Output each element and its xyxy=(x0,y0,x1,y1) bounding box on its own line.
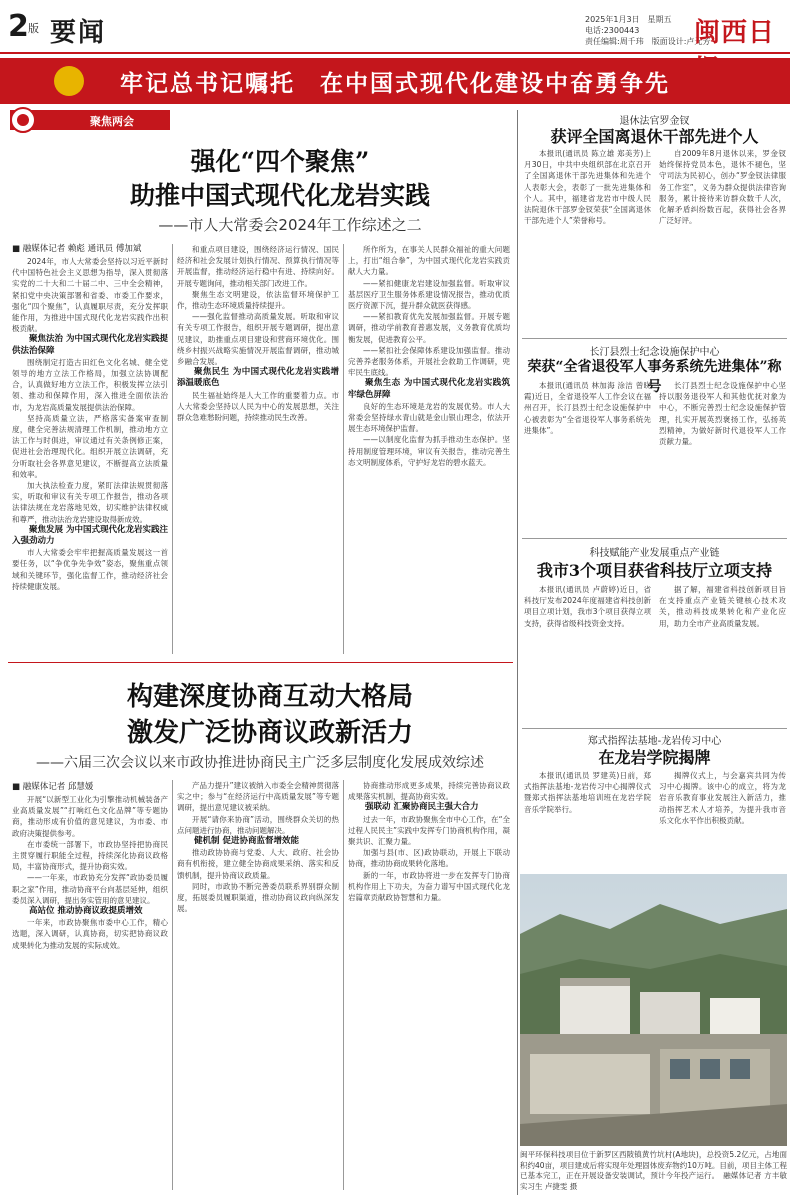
paragraph: 产品力提升”建议被纳入市委全会精神贯彻落实之中；参与“在经济运行中高质量发展”等专题调研，提出意见建议被采纳。 xyxy=(177,781,339,813)
section-heading: 高站位 推动协商议政提质增效 xyxy=(29,906,143,917)
article1-column-1 xyxy=(12,256,168,656)
page-number: 2 xyxy=(8,9,29,44)
article1-title-line1: 强化“四个聚焦” xyxy=(190,147,370,176)
paragraph: 开展“以新型工业化为引擎推动机械装备产业高质量发展”“打响红色文化品牌”等专题协商，推动形成有价值的意见建议，为市委、市政府决策提供参考。 xyxy=(12,795,168,838)
column-tag-label: 聚焦两会 xyxy=(90,115,134,128)
right4-body xyxy=(524,770,786,870)
paragraph: 揭牌仪式上，与会嘉宾共同为传习中心揭牌。该中心的成立，将为龙岩音乐教育事业发展注入新活力，推动指挥艺术人才培养，为提升我市音乐文化水平作出积极贡献。 xyxy=(659,771,786,825)
issue-date: 2025年1月3日 星期五 xyxy=(585,15,672,24)
paragraph: 推动政协协商与党委、人大、政府、社会协商有机衔接，建立健全协商成果采纳、落实和反馈机制，提升协商议政质量。 xyxy=(177,848,339,880)
article1-subtitle: ——市人大常委会2024年工作综述之二 xyxy=(158,216,422,234)
article1-byline: ■ 融媒体记者 赖彪 通讯员 傅加斌 xyxy=(12,244,142,254)
paragraph: ——以制度化监督为抓手推动生态保护。坚持用制度管理环境，审议有关报告，推动完善生态文明制度体系，守护好龙岩的碧水蓝天。 xyxy=(348,435,510,467)
right4-label: 郑式指挥法基地-龙岩传习中心 xyxy=(587,736,722,747)
article2-byline: ■ 融媒体记者 邱慧媛 xyxy=(12,782,94,792)
section-title: 要闻 xyxy=(50,18,107,48)
section-heading: 强联动 汇聚协商民主强大合力 xyxy=(365,802,479,813)
paragraph: 2024年，市人大常委会坚持以习近平新时代中国特色社会主义思想为指导，深入贯彻落实党的二十大和二十届二中、三中全会精神，紧扣党中央决策部署和省委、市委工作要求，强化“四个聚焦”，认真履职尽责，充分发挥职能作用，为推进中国式现代化龙岩实践作出积极贡献。 xyxy=(12,257,168,334)
paragraph: ——紧扣社会保障体系建设加强监督。推动完善养老服务体系，开展社会救助工作调研，兜牢民生底线。 xyxy=(348,345,510,378)
paragraph: 一年来，市政协聚焦市委中心工作，精心选题，深入调研，认真协商，切实把协商议政成果转化为推动发展的实际成效。 xyxy=(12,918,168,950)
paragraph: 同时，市政协不断完善委员联系界别群众制度，拓展委员履职渠道，推动协商议政向纵深发展。 xyxy=(177,881,339,914)
right3-label: 科技赋能产业发展重点产业链 xyxy=(589,548,720,559)
right1-body xyxy=(524,148,786,326)
emblem-icon xyxy=(54,66,84,96)
paragraph: 本报讯(通讯员 罗建英)日前，郑式指挥法基地-龙岩传习中心揭牌仪式暨郑式指挥法基地培训班在龙岩学院音乐学院举行。 xyxy=(524,771,651,814)
banner-text: 牢记总书记嘱托 在中国式现代化建设中奋勇争先 xyxy=(120,70,670,97)
paragraph: ——强化监督推动高质量发展。听取和审议有关专项工作报告，组织开展专题调研，提出意见建议，助推重点项目建设和营商环境优化。围绕乡村振兴战略实施情况开展监督调研，推动城乡融合发展。 xyxy=(177,312,339,367)
article1-column-3 xyxy=(348,244,510,656)
paragraph: 开展“请你来协商”活动，围绕群众关切的热点问题进行协商，推动问题解决。 xyxy=(177,814,339,835)
paragraph: 本报讯(通讯员 陈立雄 郑美芳)上月30日，中共中央组织部在北京召开了全国离退休干部先进集体和先进个人表彰大会，表彰了一批先进集体和个人。其中，福建省龙岩市中级人民法院退休干部罗金钗荣获“全国离退休干部先进个人”荣誉称号。 xyxy=(524,149,651,226)
paragraph: 本报讯(通讯员 林加海 涂洁 曾晓霞)近日，全省退役军人工作会议在福州召开，长汀县烈士纪念设施保护中心被表彰为“全省退役军人事务系统先进集体”。 xyxy=(524,381,651,435)
section-heading: 聚焦法治 为中国式现代化龙岩实践提供法治保障 xyxy=(12,334,168,356)
paragraph: 民生福祉始终是人大工作的重要着力点。市人大常委会坚持以人民为中心的发展思想，关注群众急难愁盼问题，持续推动民生改善。 xyxy=(177,390,339,423)
column-tag xyxy=(10,110,170,130)
paragraph: 坚持高质量立法，严格落实备案审查制度，健全完善法规清理工作机制，推动地方立法工作与时俱进，审议通过有关条例修正案，促进社会治理现代化。组织开展立法调研，充分听取社会各界意见建议，不断提高立法质量和效率。 xyxy=(12,413,168,479)
paragraph: 和重点项目建设，围绕经济运行情况、国民经济和社会发展计划执行情况、预算执行情况等开展监督，推动经济运行稳中有进、持续向好。开展专题询问，推动相关部门改进工作。 xyxy=(177,245,339,288)
paragraph: ——一年来，市政协充分发挥“政协委员履职之家”作用，推动协商平台向基层延伸，组织委员深入调研，提出务实管用的意见建议。 xyxy=(12,873,168,905)
article2-column-2 xyxy=(177,780,339,1190)
paragraph: 加大执法检查力度，紧盯法律法规贯彻落实，听取和审议有关专项工作报告，推动各项法律法规在龙岩落地见效，切实维护法律权威和尊严，推动法治龙岩建设取得新成效。 xyxy=(12,481,168,524)
article1-title-line2: 助推中国式现代化龙岩实践 xyxy=(129,181,430,210)
paragraph: 新的一年，市政协将进一步在发挥专门协商机构作用上下功夫，为奋力谱写中国式现代化龙岩篇章贡献政协智慧和力量。 xyxy=(348,870,510,903)
paragraph: 过去一年，市政协聚焦全市中心工作，在“全过程人民民主”实践中发挥专门协商机构作用，凝聚共识、汇聚力量。 xyxy=(348,814,510,847)
paragraph: 协商推动形成更多成果，持续完善协商议政成果落实机制，提高协商实效。 xyxy=(348,781,510,802)
paragraph: 在市委统一部署下，市政协坚持把协商民主贯穿履行职能全过程，持续深化协商议政格局，丰富协商形式，提升协商实效。 xyxy=(12,839,168,872)
paragraph: ——紧扣教育优先发展加强监督。开展专题调研，推动学前教育普惠发展，义务教育优质均衡发展，促进教育公平。 xyxy=(348,312,510,344)
paragraph: 聚焦生态文明建设，依法监督环境保护工作，推动生态环境质量持续提升。 xyxy=(177,289,339,311)
article2-subtitle: ——六届三次会议以来市政协推进协商民主广泛多层制度化发展成效综述 xyxy=(36,755,484,771)
paragraph: 市人大常委会牢牢把握高质量发展这一首要任务，以“争优争先争效”姿态，聚焦重点领域和关键环节，强化监督工作，推动经济社会持续健康发展。 xyxy=(12,548,168,591)
paragraph: 加强与县(市、区)政协联动，开展上下联动协商，推动协商成果转化落地。 xyxy=(348,848,510,869)
masthead-info xyxy=(585,14,710,47)
paragraph: 围绕制定打造古田红色文化名城、健全党领导的地方立法工作格局，加强立法协调配合，认真做好地方立法工作，积极发挥立法引领、推动和保障作用，深入推进全面依法治市，为龙岩高质量发展提供法治保障。 xyxy=(12,357,168,412)
article2-column-1 xyxy=(12,794,168,1190)
paragraph: ——紧扣健康龙岩建设加强监督。听取审议基层医疗卫生服务体系建设情况报告，推动优质医疗资源下沉，提升群众就医获得感。 xyxy=(348,278,510,311)
photo-caption: 闽平环保科技项目位于新罗区西陂镇黄竹坑村(A地块)，总投资5.2亿元，占地面积约40亩，项目建成后将实现年处理固体废弃物约10万吨。目前，项目主体工程已基本完工，正在开展设备安装调试，预计今年投产运行。 融媒体记者 方丰敏 实习生 卢捷雯 摄 xyxy=(520,1150,787,1191)
right4-title: 在龙岩学院揭牌 xyxy=(598,748,711,767)
paragraph: 长汀县烈士纪念设施保护中心坚持以服务退役军人和其他优抚对象为中心，不断完善烈士纪念设施保护管理，扎实开展英烈褒扬工作，弘扬英烈精神，为做好新时代退役军人工作贡献力量。 xyxy=(659,381,786,447)
masthead-rule xyxy=(0,52,790,54)
article-divider xyxy=(8,662,513,663)
newspaper-logo: 闽西日 xyxy=(694,18,776,48)
editors: 责任编辑:周千玮 版面设计:卢元芳 xyxy=(585,37,711,46)
photo-illustration xyxy=(520,874,787,1146)
right3-body xyxy=(524,584,786,722)
section-heading: 健机制 促进协商监督增效能 xyxy=(194,836,299,847)
paragraph: 良好的生态环境是龙岩的发展优势。市人大常委会坚持绿水青山就是金山银山理念，依法开展生态环境保护监督。 xyxy=(348,401,510,434)
right2-title: 荣获“全省退役军人事务系统先进集体”称号 xyxy=(527,359,782,395)
right1-label: 退休法官罗金钗 xyxy=(619,116,690,127)
paragraph: 自2009年8月退休以来，罗金钗始终保持党员本色，退休不褪色，坚守司法为民初心，创办“罗金钗法律服务工作室”，义务为群众提供法律咨询服务，累计接待来访群众数千人次，化解矛盾纠纷数百起，获得社会各界广泛好评。 xyxy=(659,149,786,226)
page-unit: 版 xyxy=(28,22,39,35)
section-heading: 聚焦民生 为中国式现代化龙岩实践增添温暖底色 xyxy=(177,367,339,389)
article2-title-line2: 激发广泛协商议政新活力 xyxy=(126,718,413,748)
headline-banner xyxy=(0,58,790,104)
phone: 电话:2300443 xyxy=(585,26,640,35)
article2-title-line1: 构建深度协商互动大格局 xyxy=(126,682,413,712)
paragraph: 据了解，福建省科技创新项目旨在支持重点产业链关键核心技术攻关，推动科技成果转化和产业化应用，助力全市产业高质量发展。 xyxy=(659,585,786,628)
section-heading: 聚焦发展 为中国式现代化龙岩实践注入强劲动力 xyxy=(12,524,168,547)
right2-body xyxy=(524,380,786,530)
article1-column-2 xyxy=(177,244,339,656)
right3-title: 我市3个项目获省科技厅立项支持 xyxy=(536,561,773,580)
article2-column-3 xyxy=(348,780,510,1190)
right1-title: 获评全国离退休干部先进个人 xyxy=(550,127,759,146)
cppcc-emblem-icon xyxy=(10,107,36,133)
section-heading: 聚焦生态 为中国式现代化龙岩实践筑牢绿色屏障 xyxy=(348,378,510,400)
construction-photo xyxy=(520,874,787,1146)
paragraph: 本报讯(通讯员 卢蔚婷)近日，省科技厅发布2024年度福建省科技创新项目立项计划，我市3个项目获得立项支持，获得省级科技资金支持。 xyxy=(524,585,651,628)
right2-label: 长汀县烈士纪念设施保护中心 xyxy=(589,347,720,358)
paragraph: 所作所为，在事关人民群众福祉的重大问题上，打出“组合拳”，为中国式现代化龙岩实践贡献人大力量。 xyxy=(348,245,510,277)
